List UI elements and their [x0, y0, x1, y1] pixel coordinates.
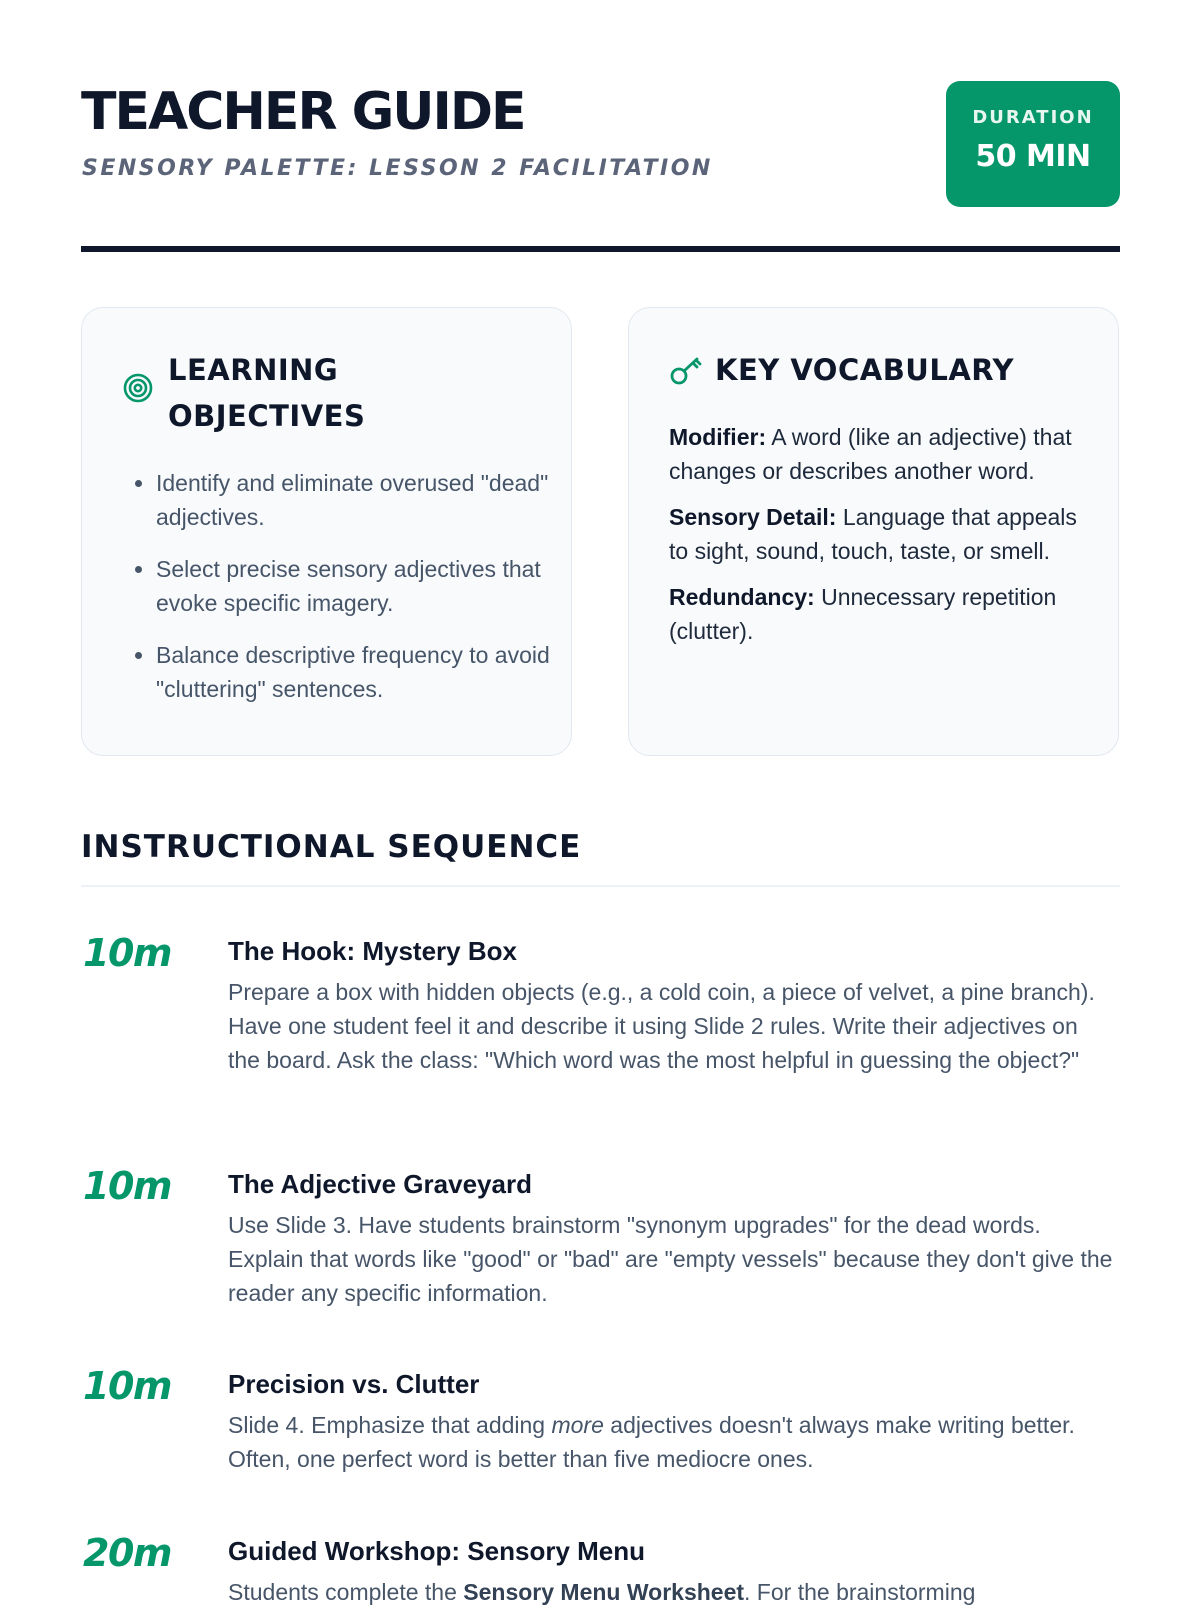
vocabulary-item [669, 500, 1089, 568]
step-time: 20m [83, 1531, 171, 1575]
objectives-heading-line1: LEARNING [168, 353, 339, 387]
step-title: Precision vs. Clutter [228, 1369, 480, 1399]
vocabulary-definition: Unnecessary repetition (clutter). [669, 584, 1057, 644]
learning-objectives-card [81, 307, 572, 756]
step-time: 10m [83, 1364, 171, 1408]
step-description-emphasis: more [551, 1412, 604, 1438]
vocabulary-definition: A word (like an adjective) that changes or describes another word. [669, 424, 1072, 484]
step-description: Prepare a box with hidden objects (e.g., a cold coin, a piece of velvet, a pine branch). Have one student feel it and describe it using Slide 2 rules. Write their adjectives on the board. Ask the class: "Which word was the most helpful in guessing the object?" [228, 979, 1095, 1073]
header-divider [81, 246, 1120, 252]
objective-item: • Balance descriptive frequency to avoid "cluttering" sentences. [156, 638, 566, 706]
vocabulary-item [669, 420, 1089, 488]
target-icon [122, 372, 154, 409]
duration-label: DURATION [972, 107, 1094, 128]
step-title: The Adjective Graveyard [228, 1169, 532, 1199]
guide-header [81, 0, 1120, 252]
step-description-text: Slide 4. Emphasize that adding [228, 1412, 552, 1438]
objectives-heading-line2: OBJECTIVES [168, 399, 366, 433]
page-subtitle: SENSORY PALETTE: LESSON 2 FACILITATION [82, 156, 713, 181]
worksheet-name: Sensory Menu Worksheet [463, 1579, 745, 1605]
step-description [228, 1575, 1113, 1609]
objectives-list [128, 466, 566, 724]
step-time: 10m [83, 931, 171, 975]
vocabulary-list [669, 420, 1089, 660]
step-body [228, 1362, 1113, 1476]
objective-item: • Identify and eliminate overused "dead" adjectives. [156, 466, 566, 534]
sequence-divider [81, 885, 1120, 887]
page-title: TEACHER GUIDE [81, 82, 525, 142]
step-description [228, 1408, 1113, 1476]
step-description-text: adjectives doesn't always make writing better. Often, one perfect word is better than five mediocre ones. [228, 1412, 1075, 1472]
step-description-text: Students complete the [228, 1579, 464, 1605]
step-description-text: . For the brainstorming [744, 1579, 976, 1605]
step-body [228, 929, 1113, 1077]
step-title: The Hook: Mystery Box [228, 936, 517, 966]
duration-badge [946, 81, 1120, 207]
step-time: 10m [83, 1164, 171, 1208]
objective-item: • Select precise sensory adjectives that evoke specific imagery. [156, 552, 566, 620]
step-title: Guided Workshop: Sensory Menu [228, 1536, 646, 1566]
sequence-heading: INSTRUCTIONAL SEQUENCE [81, 829, 582, 865]
objectives-heading [168, 347, 365, 439]
vocabulary-heading: KEY VOCABULARY [715, 353, 1015, 387]
duration-value: 50 MIN [975, 139, 1091, 174]
step-description: Use Slide 3. Have students brainstorm "synonym upgrades" for the dead words. Explain that words like "good" or "bad" are "empty vessels" because they don't give the reader any specific information. [228, 1212, 1113, 1306]
step-body [228, 1162, 1113, 1310]
key-vocabulary-card [628, 307, 1119, 756]
vocabulary-item [669, 580, 1089, 648]
teacher-guide-page [81, 0, 1120, 1605]
vocabulary-definition: Language that appeals to sight, sound, touch, taste, or smell. [669, 504, 1077, 564]
vocabulary-term: Redundancy: [669, 584, 815, 610]
step-body [228, 1529, 1113, 1609]
vocabulary-term: Modifier: [669, 424, 767, 450]
vocabulary-term: Sensory Detail: [669, 504, 837, 530]
key-icon [669, 354, 703, 393]
